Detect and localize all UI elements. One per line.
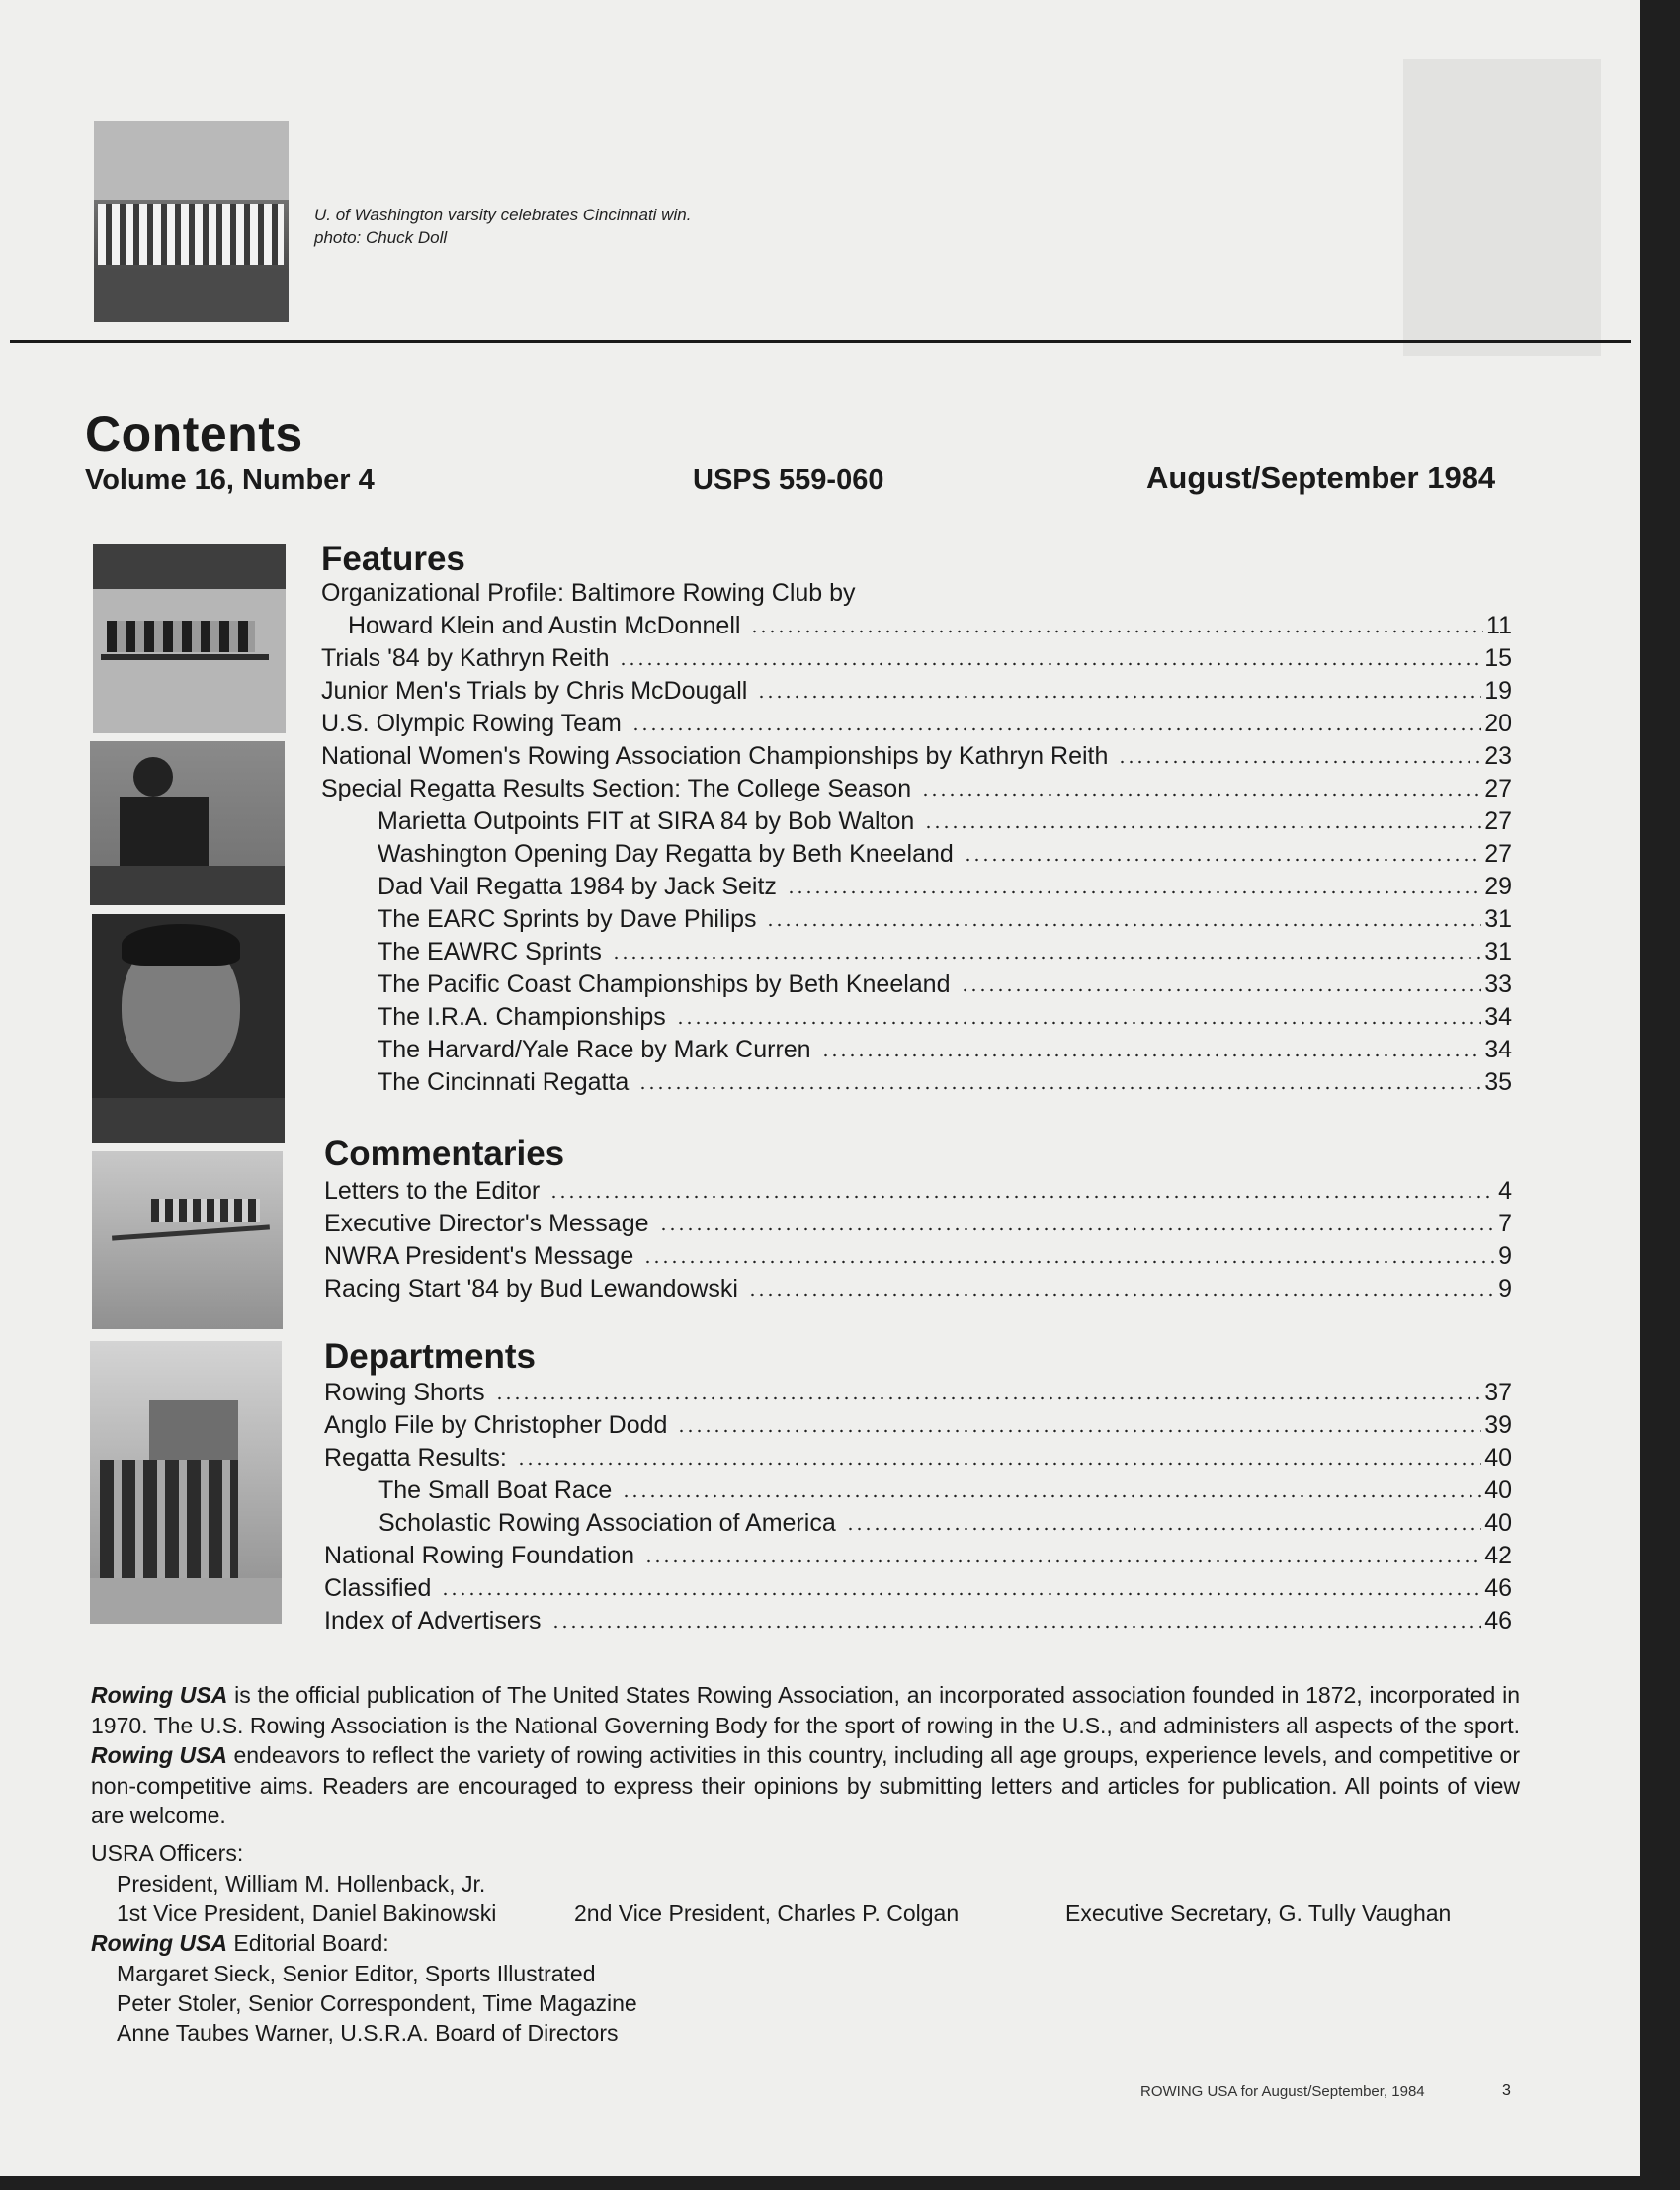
running-footer: ROWING USA for August/September, 1984 [1140,2083,1425,2100]
toc-entry-title: Junior Men's Trials by Chris McDougall [321,677,748,705]
publication-name: Rowing USA [91,1742,228,1768]
photo-rower-portrait [92,914,285,1143]
toc-page-number: 40 [1484,1509,1512,1537]
toc-entry-title: Rowing Shorts [324,1379,485,1406]
publication-name: Rowing USA [91,1682,228,1708]
toc-entry-title: Racing Start '84 by Bud Lewandowski [324,1275,738,1303]
dot-leader [551,1625,1482,1629]
toc-entry[interactable] [321,934,1512,967]
dot-leader [517,1462,1481,1466]
officer-president: President, William M. Hollenback, Jr. [117,1871,486,1896]
blurb-text: is the official publication of The United States Rowing Association, an incorporated association founded in 1872, incorporated in 1970. The U.S. Rowing Association is the National Governing Body for the sport of rowing in the U.S., and administers all aspects of the sport. [91,1682,1520,1738]
issue-date: August/September 1984 [1146,461,1496,495]
toc-entry[interactable] [324,1570,1512,1603]
toc-entry[interactable] [321,1032,1512,1064]
board-heading-text: Editorial Board: [227,1930,389,1956]
dot-leader [961,988,1482,992]
toc-entry-title: Scholastic Rowing Association of America [378,1509,836,1537]
toc-entry[interactable] [321,640,1512,673]
toc-entry[interactable] [321,999,1512,1032]
photo-rowing-eight [93,544,286,733]
toc-entry[interactable] [321,706,1512,738]
toc-entry-title: Index of Advertisers [324,1607,542,1635]
dot-leader [677,1429,1481,1433]
toc-page-number: 27 [1484,840,1512,868]
toc-entry-title: Howard Klein and Austin McDonnell [348,612,741,639]
toc-entry[interactable] [321,901,1512,934]
photo-museum-crew [90,1341,282,1624]
photo-washington-crew [94,121,289,322]
toc-page-number: 19 [1484,677,1512,705]
toc-entry-title: National Rowing Foundation [324,1542,635,1569]
officers-heading: USRA Officers: [91,1840,244,1866]
toc-page-number: 11 [1486,612,1512,639]
dot-leader [644,1559,1481,1563]
departments-heading: Departments [324,1337,536,1376]
dot-leader [757,695,1481,699]
toc-page-number: 29 [1484,873,1512,900]
toc-page-number: 31 [1484,938,1512,966]
toc-entry-title: NWRA President's Message [324,1242,634,1270]
dot-leader [622,1494,1481,1498]
toc-entry[interactable] [321,771,1512,803]
toc-entry-title: National Women's Rowing Association Championships by Kathryn Reith [321,742,1109,770]
toc-entry-title: Letters to the Editor [324,1177,541,1205]
toc-entry-title: Washington Opening Day Regatta by Beth Kneeland [378,840,954,868]
dot-leader [441,1592,1481,1596]
dot-leader [787,890,1481,894]
bleed-through-shadow [1403,59,1601,356]
toc-entry-title: The I.R.A. Championships [378,1003,666,1031]
toc-entry[interactable] [321,575,1512,608]
photo-crew-boat [92,1151,283,1329]
toc-page-number: 9 [1498,1275,1512,1303]
toc-entry-title: Trials '84 by Kathryn Reith [321,644,610,672]
header-rule [10,340,1631,343]
toc-entry[interactable] [321,608,1512,640]
toc-page-number: 33 [1484,970,1512,998]
toc-entry[interactable] [324,1173,1512,1206]
dot-leader [631,727,1481,731]
toc-entry[interactable] [324,1238,1512,1271]
toc-page-number: 23 [1484,742,1512,770]
toc-entry-title: Anglo File by Christopher Dodd [324,1411,668,1439]
toc-page-number: 15 [1484,644,1512,672]
dot-leader [638,1086,1481,1090]
toc-page-number: 39 [1484,1411,1512,1439]
dot-leader [748,1293,1495,1297]
toc-entry-title: Special Regatta Results Section: The College Season [321,775,912,802]
editorial-board-heading [91,1928,389,1958]
toc-entry-title: The EAWRC Sprints [378,938,602,966]
dot-leader [821,1053,1482,1057]
dot-leader [1118,760,1481,764]
toc-entry-title: U.S. Olympic Rowing Team [321,710,622,737]
page-title: Contents [85,406,303,462]
toc-entry[interactable] [324,1271,1512,1304]
toc-page-number: 27 [1484,775,1512,802]
features-heading: Features [321,540,465,578]
toc-page-number: 9 [1498,1242,1512,1270]
photo-credit: photo: Chuck Doll [314,228,448,247]
toc-page-number: 40 [1484,1444,1512,1472]
toc-entry-title: The Pacific Coast Championships by Beth Kneeland [378,970,951,998]
toc-page-number: 40 [1484,1476,1512,1504]
toc-entry[interactable] [324,1505,1512,1538]
toc-page-number: 34 [1484,1003,1512,1031]
publication-blurb [91,1680,1520,1831]
toc-page-number: 31 [1484,905,1512,933]
toc-entry[interactable] [324,1375,1512,1407]
board-member: Anne Taubes Warner, U.S.R.A. Board of Directors [117,2020,619,2046]
dot-leader [495,1396,1482,1400]
toc-entry[interactable] [324,1407,1512,1440]
dot-leader [619,662,1481,666]
toc-entry-title: The Harvard/Yale Race by Mark Curren [378,1036,811,1063]
toc-entry-title: The Cincinnati Regatta [378,1068,630,1096]
toc-entry[interactable] [321,836,1512,869]
volume-number: Volume 16, Number 4 [85,464,375,496]
toc-entry[interactable] [324,1473,1512,1505]
usps-number: USPS 559-060 [693,464,884,496]
photo-caption [314,204,691,249]
toc-entry[interactable] [321,738,1512,771]
toc-entry[interactable] [321,803,1512,836]
toc-entry-title: Dad Vail Regatta 1984 by Jack Seitz [378,873,777,900]
toc-entry[interactable] [324,1440,1512,1473]
blurb-text: endeavors to reflect the variety of rowing activities in this country, including all age groups, experience levels, and competitive or non-competitive aims. Readers are encouraged to express their opinions by submitting letters and articles for publication. All points of view are welcome. [91,1742,1520,1828]
toc-page-number: 7 [1498,1210,1512,1237]
dot-leader [549,1195,1495,1199]
caption-line: U. of Washington varsity celebrates Cincinnati win. [314,206,692,224]
toc-entry-title: Executive Director's Message [324,1210,649,1237]
toc-page-number: 42 [1484,1542,1512,1569]
toc-entry[interactable] [321,673,1512,706]
features-list [321,575,1512,1097]
toc-page-number: 27 [1484,807,1512,835]
toc-page-number: 37 [1484,1379,1512,1406]
toc-entry[interactable] [324,1538,1512,1570]
toc-page-number: 46 [1484,1607,1512,1635]
toc-page-number: 35 [1484,1068,1512,1096]
toc-entry-title: The EARC Sprints by Dave Philips [378,905,757,933]
photo-rower-seated [90,741,285,905]
toc-entry[interactable] [321,1064,1512,1097]
commentaries-heading: Commentaries [324,1135,565,1173]
toc-entry[interactable] [324,1206,1512,1238]
officer-exec-secretary: Executive Secretary, G. Tully Vaughan [1065,1900,1452,1926]
dot-leader [612,956,1481,960]
publication-name: Rowing USA [91,1930,227,1956]
board-member: Margaret Sieck, Senior Editor, Sports Illustrated [117,1961,596,1986]
dot-leader [676,1021,1481,1025]
toc-entry[interactable] [324,1603,1512,1636]
toc-entry[interactable] [321,869,1512,901]
toc-entry-title: Organizational Profile: Baltimore Rowing Club by [321,579,856,607]
dot-leader [921,793,1481,797]
toc-entry-title: Regatta Results: [324,1444,507,1472]
toc-page-number: 20 [1484,710,1512,737]
dot-leader [924,825,1481,829]
toc-page-number: 34 [1484,1036,1512,1063]
officer-vp2: 2nd Vice President, Charles P. Colgan [574,1900,960,1926]
board-member: Peter Stoler, Senior Correspondent, Time Magazine [117,1990,637,2016]
toc-entry-title: Classified [324,1574,432,1602]
dot-leader [846,1527,1481,1531]
page-number: 3 [1502,2082,1511,2099]
dot-leader [766,923,1481,927]
toc-page-number: 4 [1498,1177,1512,1205]
commentaries-list [324,1173,1512,1304]
dot-leader [964,858,1481,862]
toc-entry[interactable] [321,967,1512,999]
dot-leader [750,630,1483,633]
toc-entry-title: Marietta Outpoints FIT at SIRA 84 by Bob Walton [378,807,915,835]
dot-leader [659,1227,1496,1231]
toc-entry-title: The Small Boat Race [378,1476,613,1504]
officer-vp1: 1st Vice President, Daniel Bakinowski [117,1900,497,1926]
dot-leader [643,1260,1495,1264]
departments-list [324,1375,1512,1636]
toc-page-number: 46 [1484,1574,1512,1602]
